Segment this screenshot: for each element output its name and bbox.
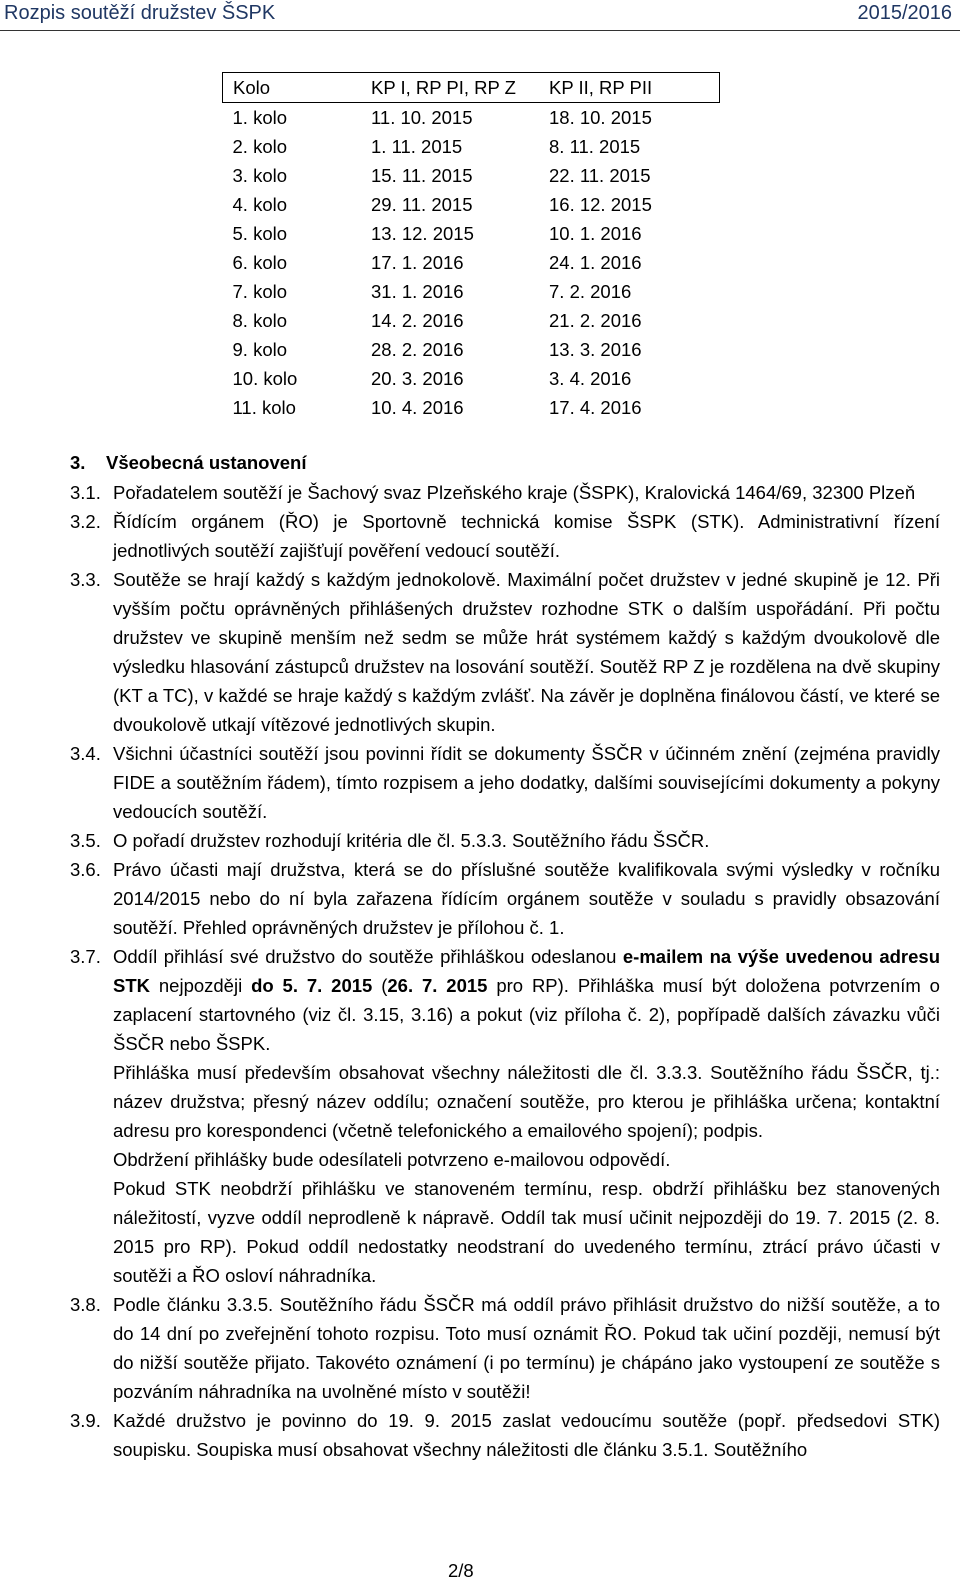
round-cell: 6. kolo bbox=[232, 251, 288, 273]
paragraph-text-sub: Obdržení přihlášky bude odesílateli potvrzeno e-mailovou odpovědí. bbox=[113, 1149, 671, 1170]
paragraph-3-3 bbox=[70, 565, 940, 739]
paragraph-3-7 bbox=[70, 942, 940, 1290]
kp2-date-cell: 17. 4. 2016 bbox=[549, 396, 642, 418]
paragraph-text-sub: Pokud STK neobdrží přihlášku ve stanoveném termínu, resp. obdrží přihlášku bez stanovených náležitostí, vyzve oddíl neprodleně k nápravě. Oddíl tak musí učinit nejpozději do 19. 7. 2015 (2. 8. 2015 pro RP). Pokud oddíl nedostatky neodstraní do uvedeného termínu, ztrácí právo účasti v soutěži a ŘO osloví náhradníka. bbox=[113, 1178, 940, 1286]
kp2-date-cell: 16. 12. 2015 bbox=[549, 193, 652, 215]
paragraph-text: Podle článku 3.3.5. Soutěžního řádu ŠSČR má oddíl právo přihlásit družstvo do nižší soutěže, a to do 14 dní po zveřejnění tohoto rozpisu. Toto musí oznámit ŘO. Pokud tak učiní později, nemusí být do nižší soutěže přijato. Takovéto oznámení (i po termínu) je chápáno jako vystoupení ze soutěže s pozváním náhradníka na uvolněné místo v soutěži! bbox=[113, 1294, 940, 1402]
paragraph-number: 3.2. bbox=[70, 511, 101, 532]
paragraph-text-bold: e-mailem na výše uvedenou adresu STK bbox=[113, 946, 940, 996]
table-row bbox=[223, 364, 720, 393]
paragraph-number: 3.7. bbox=[70, 946, 101, 967]
paragraph-3-2 bbox=[70, 507, 940, 565]
table-row bbox=[223, 335, 720, 364]
kp2-date-cell: 22. 11. 2015 bbox=[549, 164, 651, 186]
table-row bbox=[223, 161, 720, 190]
page-header bbox=[0, 0, 960, 31]
table-header-row bbox=[223, 73, 720, 103]
round-cell: 4. kolo bbox=[232, 193, 288, 215]
kp1-date-cell: 14. 2. 2016 bbox=[371, 309, 464, 331]
paragraph-text: Řídícím orgánem (ŘO) je Sportovně technická komise ŠSPK (STK). Administrativní řízení jednotlivých soutěží zajišťují pověření vedoucí soutěží. bbox=[113, 511, 940, 561]
section-number: 3. bbox=[70, 452, 86, 473]
kp2-date-cell: 7. 2. 2016 bbox=[549, 280, 632, 302]
kp2-date-cell: 21. 2. 2016 bbox=[549, 309, 642, 331]
table-row bbox=[223, 248, 720, 277]
round-cell: 9. kolo bbox=[232, 338, 288, 360]
table-row bbox=[223, 393, 720, 422]
paragraph-text-part: Oddíl přihlásí své družstvo do soutěže přihláškou odeslanou bbox=[113, 946, 623, 967]
column-header-kp2: KP II, RP PII bbox=[539, 73, 720, 103]
paragraph-number: 3.3. bbox=[70, 569, 101, 590]
paragraph-3-6 bbox=[70, 855, 940, 942]
season-label: 2015/2016 bbox=[857, 2, 952, 24]
paragraph-number: 3.1. bbox=[70, 482, 101, 503]
paragraph-text-part: pro RP). Přihláška musí být doložena potvrzením o zaplacení startovného (viz čl. 3.15, 3.16) a pokut (viz příloha č. 2), popřípadě dalších závazku vůči ŠSČR nebo ŠSPK. bbox=[113, 975, 940, 1054]
kp2-date-cell: 18. 10. 2015 bbox=[549, 106, 652, 128]
paragraph-3-9 bbox=[70, 1406, 940, 1464]
paragraph-3-8 bbox=[70, 1290, 940, 1406]
column-header-round: Kolo bbox=[223, 73, 362, 103]
table-row bbox=[223, 219, 720, 248]
paragraph-text-bold: 26. 7. 2015 bbox=[387, 975, 488, 996]
kp1-date-cell: 20. 3. 2016 bbox=[371, 367, 464, 389]
paragraph-list bbox=[70, 478, 940, 1464]
paragraph-text-part: nejpozději bbox=[150, 975, 252, 996]
paragraph-text: Soutěže se hrají každý s každým jednokolově. Maximální počet družstev v jedné skupině je 12. Při vyšším počtu oprávněných přihlášených družstev rozhodne STK o dalším uspořádání. Při počtu družstev ve skupině menším než sedm se může hrát systémem každý s každým dvoukolově dle výsledku hlasování zástupců družstev na losování soutěží. Soutěž RP Z je rozdělena na dvě skupiny (KT a TC), v každé se hraje každý s každým zvlášť. Na závěr je doplněna finálovou částí, ve které se dvoukolově utkají vítězové jednotlivých skupin. bbox=[113, 569, 940, 735]
round-cell: 2. kolo bbox=[232, 135, 288, 157]
round-cell: 7. kolo bbox=[232, 280, 288, 302]
kp2-date-cell: 13. 3. 2016 bbox=[549, 338, 642, 360]
round-cell: 5. kolo bbox=[232, 222, 288, 244]
round-cell: 8. kolo bbox=[232, 309, 288, 331]
round-cell: 11. kolo bbox=[232, 396, 296, 418]
kp1-date-cell: 1. 11. 2015 bbox=[371, 135, 463, 157]
paragraph-text: Každé družstvo je povinno do 19. 9. 2015 zaslat vedoucímu soutěže (popř. předsedovi STK) soupisku. Soupiska musí obsahovat všechny náležitosti dle článku 3.5.1. Soutěžního bbox=[113, 1410, 940, 1460]
paragraph-number: 3.9. bbox=[70, 1410, 101, 1431]
kp1-date-cell: 29. 11. 2015 bbox=[371, 193, 473, 215]
schedule-body bbox=[223, 103, 720, 423]
document-title: Rozpis soutěží družstev ŠSPK bbox=[4, 2, 276, 24]
round-cell: 10. kolo bbox=[232, 367, 298, 389]
column-header-kp1: KP I, RP PI, RP Z bbox=[361, 73, 539, 103]
paragraph-text: O pořadí družstev rozhodují kritéria dle čl. 5.3.3. Soutěžního řádu ŠSČR. bbox=[113, 830, 710, 851]
paragraph-text: Právo účasti mají družstva, která se do příslušné soutěže kvalifikovala svými výsledky v ročníku 2014/2015 nebo do ní byla zařazena řídícím orgánem soutěže v souladu s pravidly obsazování soutěží. Přehled oprávněných družstev je přílohou č. 1. bbox=[113, 859, 940, 938]
section-title: Všeobecná ustanovení bbox=[106, 452, 307, 473]
kp1-date-cell: 28. 2. 2016 bbox=[371, 338, 464, 360]
table-row bbox=[223, 277, 720, 306]
paragraph-number: 3.6. bbox=[70, 859, 101, 880]
kp1-date-cell: 13. 12. 2015 bbox=[371, 222, 474, 244]
table-row bbox=[223, 306, 720, 335]
kp1-date-cell: 17. 1. 2016 bbox=[371, 251, 464, 273]
kp2-date-cell: 8. 11. 2015 bbox=[549, 135, 641, 157]
paragraph-number: 3.8. bbox=[70, 1294, 101, 1315]
round-cell: 3. kolo bbox=[232, 164, 288, 186]
paragraph-text: Všichni účastníci soutěží jsou povinni řídit se dokumenty ŠSČR v účinném znění (zejména pravidly FIDE a soutěžním řádem), tímto rozpisem a jeho dodatky, dalšími souvisejícími dokumenty a pokyny vedoucích soutěží. bbox=[113, 743, 940, 822]
table-row bbox=[223, 132, 720, 161]
paragraph-text-sub: Přihláška musí především obsahovat všechny náležitosti dle čl. 3.3.3. Soutěžního řádu ŠSČR, tj.: název družstva; přesný název oddílu; označení soutěže, pro kterou je přihláška určena; kontaktní adresu pro korespondenci (včetně telefonického a emailového spojení); podpis. bbox=[113, 1062, 940, 1141]
paragraph-text: Pořadatelem soutěží je Šachový svaz Plzeňského kraje (ŠSPK), Kralovická 1464/69, 32300 Plzeň bbox=[113, 482, 916, 503]
kp1-date-cell: 15. 11. 2015 bbox=[371, 164, 473, 186]
paragraph-3-5 bbox=[70, 826, 940, 855]
round-cell: 1. kolo bbox=[232, 106, 288, 128]
paragraph-number: 3.5. bbox=[70, 830, 101, 851]
section-heading bbox=[70, 452, 306, 474]
schedule-table bbox=[222, 72, 720, 422]
kp2-date-cell: 24. 1. 2016 bbox=[549, 251, 642, 273]
kp1-date-cell: 31. 1. 2016 bbox=[371, 280, 464, 302]
kp2-date-cell: 3. 4. 2016 bbox=[549, 367, 632, 389]
paragraph-text-part: ( bbox=[372, 975, 388, 996]
table-row bbox=[223, 103, 720, 133]
paragraph-3-4 bbox=[70, 739, 940, 826]
paragraph-3-1 bbox=[70, 478, 940, 507]
kp1-date-cell: 11. 10. 2015 bbox=[371, 106, 473, 128]
kp2-date-cell: 10. 1. 2016 bbox=[549, 222, 642, 244]
table-row bbox=[223, 190, 720, 219]
paragraph-number: 3.4. bbox=[70, 743, 101, 764]
page-number: 2/8 bbox=[448, 1560, 474, 1581]
paragraph-text-bold: do 5. 7. 2015 bbox=[251, 975, 373, 996]
kp1-date-cell: 10. 4. 2016 bbox=[371, 396, 464, 418]
